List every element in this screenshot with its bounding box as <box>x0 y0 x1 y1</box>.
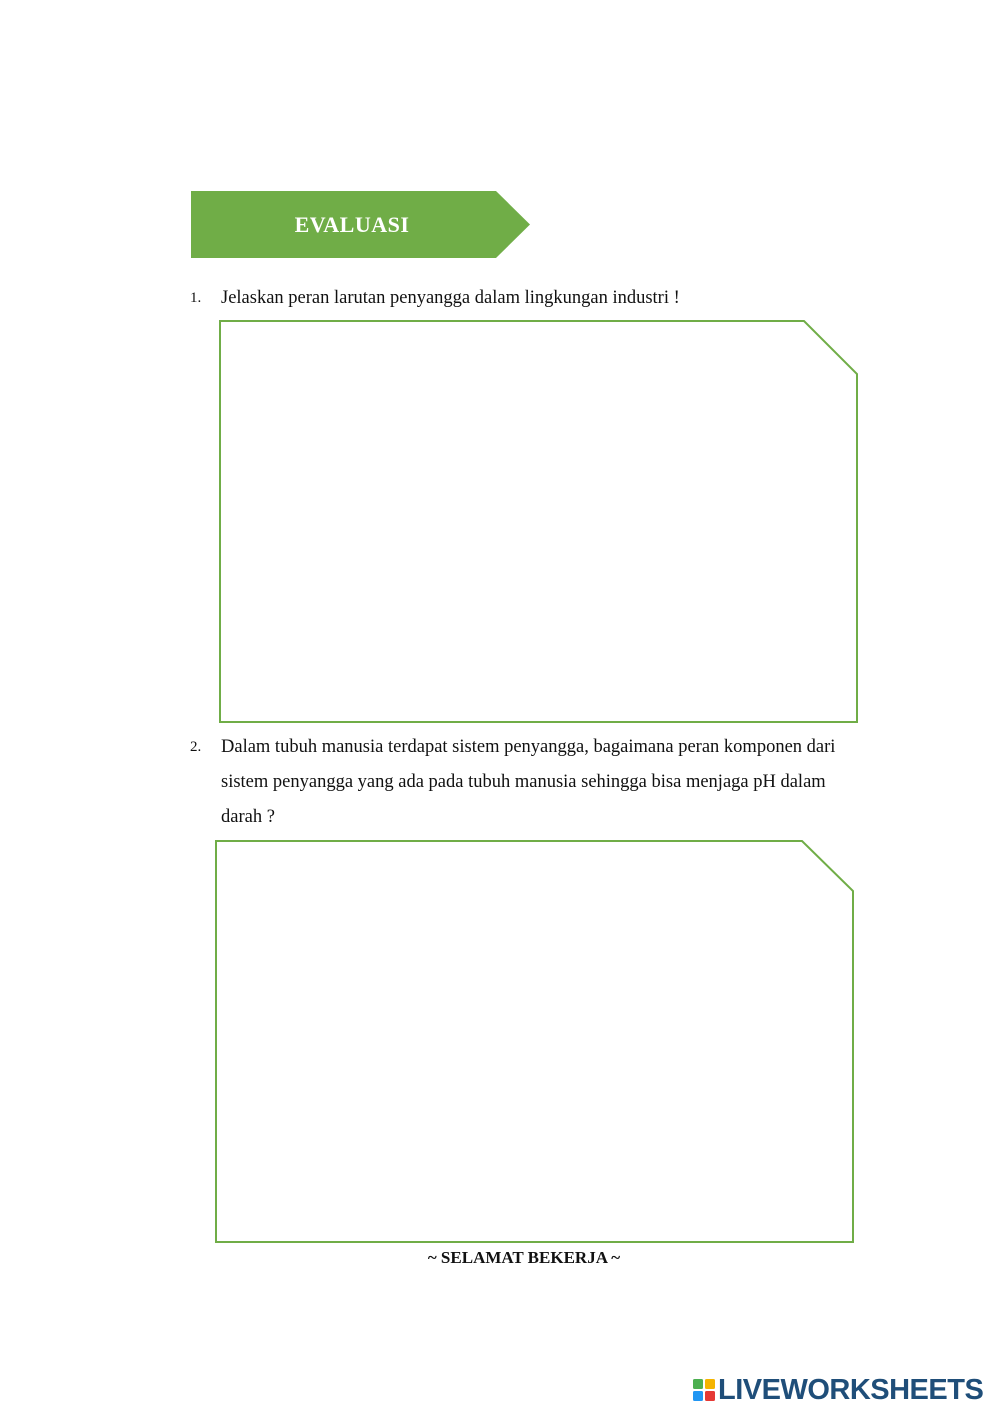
section-banner <box>191 191 530 258</box>
question-2 <box>190 730 870 835</box>
brand-name: LIVEWORKSHEETS <box>718 1374 984 1406</box>
question-text: Jelaskan peran larutan penyangga dalam lingkungan industri ! <box>221 288 680 308</box>
answer-input-area[interactable] <box>227 328 851 715</box>
answer-input-area[interactable] <box>223 848 847 1235</box>
question-1 <box>190 281 870 316</box>
liveworksheets-logo-icon <box>693 1379 715 1401</box>
answer-box-2[interactable] <box>215 840 855 1243</box>
question-text: Dalam tubuh manusia terdapat sistem penyangga, bagaimana peran komponen dari sistem penyangga yang ada pada tubuh manusia sehingga bisa menjaga pH dalam darah ? <box>221 737 836 827</box>
question-number: 1. <box>190 290 202 306</box>
section-title: EVALUASI <box>294 212 410 237</box>
question-number: 2. <box>190 739 202 755</box>
answer-box-1[interactable] <box>219 320 859 723</box>
closing-text: ~ SELAMAT BEKERJA ~ <box>427 1248 621 1267</box>
brand-watermark <box>693 1375 983 1405</box>
